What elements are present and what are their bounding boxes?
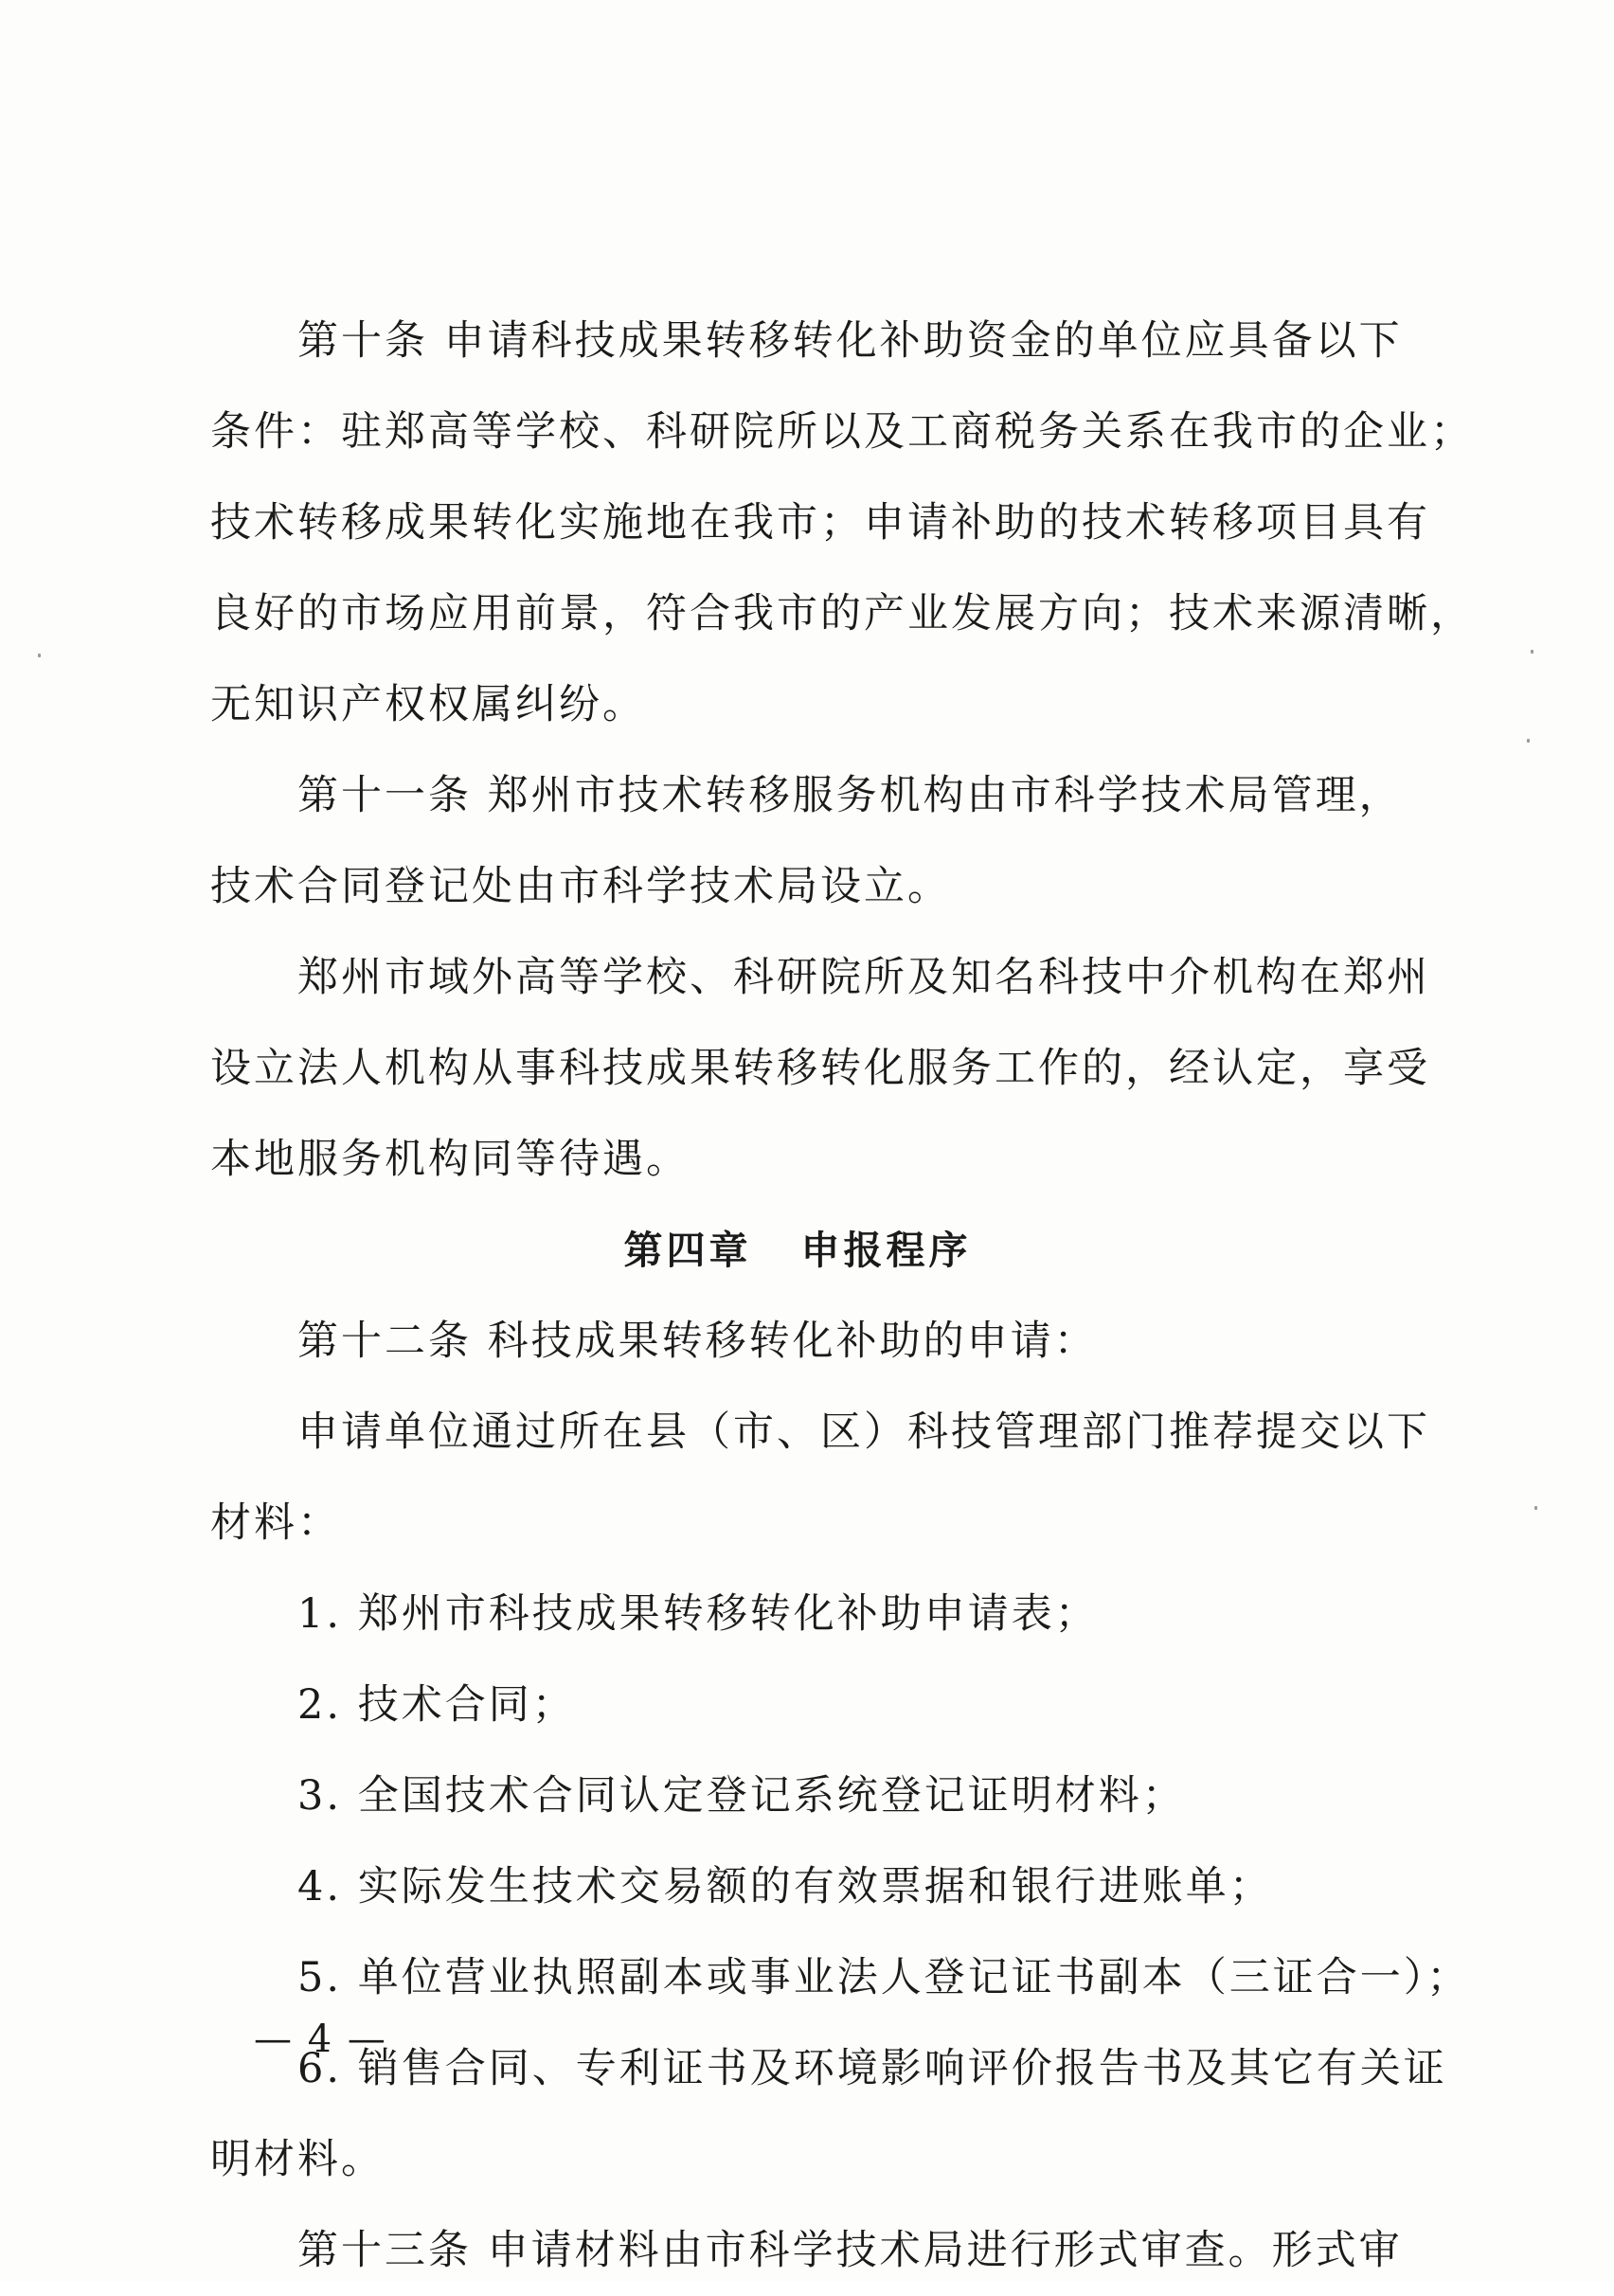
- article-11-para2-line-1: 郑州市域外高等学校、科研院所及知名科技中介机构在郑州: [297, 954, 1430, 1001]
- list-item-5: 5. 单位营业执照副本或事业法人登记证书副本（三证合一）；: [297, 1954, 1471, 2001]
- article-11-line-2: 技术合同登记处由市科学技术局设立。: [210, 863, 951, 910]
- article-10-line-4: 良好的市场应用前景，符合我市的产业发展方向；技术来源清晰，: [210, 590, 1474, 637]
- list-item-6-line-1: 6. 销售合同、专利证书及环境影响评价报告书及其它有关证: [297, 2045, 1447, 2092]
- article-10-line-2: 条件：驻郑高等学校、科研院所以及工商税务关系在我市的企业；: [210, 408, 1474, 456]
- article-12-para2-line-2: 材料：: [210, 1499, 341, 1547]
- list-item-3: 3. 全国技术合同认定登记系统登记证明材料；: [297, 1772, 1186, 1820]
- article-10-line-1: 第十条 申请科技成果转移转化补助资金的单位应具备以下: [297, 317, 1403, 365]
- document-body: [210, 296, 1474, 2296]
- scan-speck: [1527, 739, 1530, 743]
- list-item-1: 1. 郑州市科技成果转移转化补助申请表；: [297, 1590, 1099, 1638]
- article-13-line-1: 第十三条 申请材料由市科学技术局进行形式审查。形式审: [297, 2227, 1403, 2274]
- article-10-line-3: 技术转移成果转化实施地在我市；申请补助的技术转移项目具有: [210, 499, 1430, 547]
- chapter-title: 申报程序: [800, 1228, 972, 1273]
- article-11-para2-line-3: 本地服务机构同等待遇。: [210, 1136, 690, 1183]
- chapter-number: 第四章: [623, 1228, 752, 1273]
- list-item-6-line-2: 明材料。: [210, 2136, 385, 2183]
- scan-speck: [38, 654, 41, 657]
- article-12-para2-line-1: 申请单位通过所在县（市、区）科技管理部门推荐提交以下: [297, 1408, 1430, 1456]
- page-number: — 4 —: [254, 2018, 387, 2061]
- scan-speck: [1534, 1506, 1537, 1510]
- article-11-para2-line-2: 设立法人机构从事科技成果转移转化服务工作的，经认定，享受: [210, 1045, 1430, 1092]
- article-10-line-5: 无知识产权权属纠纷。: [210, 681, 646, 728]
- scan-speck: [1531, 650, 1533, 654]
- article-11-line-1: 第十一条 郑州市技术转移服务机构由市科学技术局管理，: [297, 772, 1403, 819]
- chapter-heading: [210, 1205, 1385, 1296]
- list-item-4: 4. 实际发生技术交易额的有效票据和银行进账单；: [297, 1863, 1273, 1910]
- article-12-line-1: 第十二条 科技成果转移转化补助的申请：: [297, 1318, 1098, 1365]
- list-item-2: 2. 技术合同；: [297, 1681, 576, 1729]
